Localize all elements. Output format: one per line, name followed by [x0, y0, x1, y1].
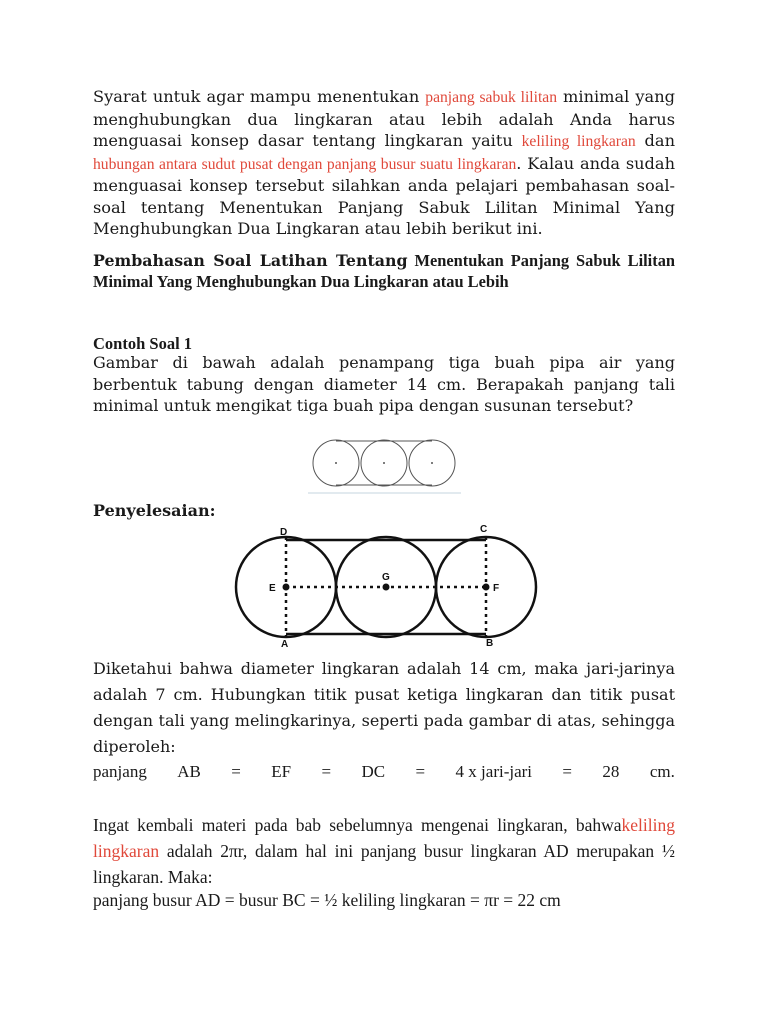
formula-term: 28 [602, 762, 620, 781]
link-keliling-lingkaran-2[interactable]: keliling lingkaran [93, 815, 675, 861]
recall-text-1: Ingat kembali materi pada bab sebelumnya mengenai lingkaran, bahwa [93, 815, 622, 835]
formula-term: = [231, 762, 241, 781]
label-e: E [269, 583, 276, 594]
recall-text-2: adalah 2πr, dalam hal ini panjang busur lingkaran AD merupakan ½ lingkaran. Maka: [93, 841, 675, 887]
formula-term: = [321, 762, 332, 781]
label-b: B [486, 638, 494, 649]
formula-busur: panjang busur AD = busur BC = ½ keliling lingkaran = πr = 22 cm [93, 890, 561, 910]
formula-term: EF [271, 762, 292, 781]
solution-heading: Penyelesaian: [93, 501, 216, 520]
label-a: A [281, 639, 289, 650]
intro-paragraph [93, 86, 675, 240]
formula-term: cm. [649, 762, 675, 781]
heading-lead: Pembahasan Soal Latihan Tentang [93, 251, 408, 270]
label-c: C [480, 524, 488, 535]
example-body: Gambar di bawah adalah penampang tiga buah pipa air yang berbentuk tabung dengan diameter 14 cm. Berapakah panjang tali minimal untuk mengikat tiga buah pipa dengan susunan tersebut? [93, 353, 675, 415]
link-panjang-sabuk-lilitan[interactable]: panjang sabuk lilitan [425, 89, 558, 106]
label-d: D [280, 527, 288, 538]
intro-text-2: minimal yang menghubungkan dua lingkaran atau lebih adalah Anda harus menguasai konsep dasar tentang lingkaran yaitu [93, 87, 675, 150]
label-g: G [382, 572, 390, 583]
example-title: Contoh Soal 1 [93, 334, 193, 353]
solution-paragraph: Diketahui bahwa diameter lingkaran adalah 14 cm, maka jari-jarinya adalah 7 cm. Hubungkan titik pusat ketiga lingkaran dan titik pusat dengan tali yang melingkarinya, seperti pada gambar di atas, sehingga diperoleh: [93, 659, 675, 756]
formula-term: AB [177, 762, 201, 781]
formula-term: DC [361, 762, 386, 781]
intro-text-3: dan [635, 131, 676, 150]
solution-diagram [228, 520, 538, 652]
formula-term: 4 x jari-jari [455, 762, 533, 781]
intro-text-4: . Kalau anda sudah menguasai konsep tersebut silahkan anda pelajari pembahasan soal-soal tentang Menentukan Panjang Sabuk Lilitan Minimal Yang Menghubungkan Dua Lingkaran atau lebih berikut ini. [93, 153, 675, 238]
document-page [93, 86, 676, 415]
formula-ab-ef-dc [93, 760, 675, 784]
formula-term: panjang [93, 762, 147, 781]
label-f: F [493, 583, 500, 594]
link-hubungan-sudut-pusat[interactable]: hubungan antara sudut pusat dengan panjang busur suatu lingkaran [93, 155, 517, 173]
intro-text-1: Syarat untuk agar mampu menentukan [93, 87, 426, 106]
section-heading [93, 250, 675, 292]
formula-term: = [562, 762, 573, 781]
pipes-illustration [303, 435, 463, 495]
heading-tail: Menentukan Panjang Sabuk Lilitan Minimal Yang Menghubungkan Dua Lingkaran atau Lebih [93, 251, 676, 291]
link-keliling-lingkaran[interactable]: keliling lingkaran [521, 133, 636, 150]
formula-term: = [415, 762, 426, 781]
recall-paragraph [93, 812, 675, 890]
